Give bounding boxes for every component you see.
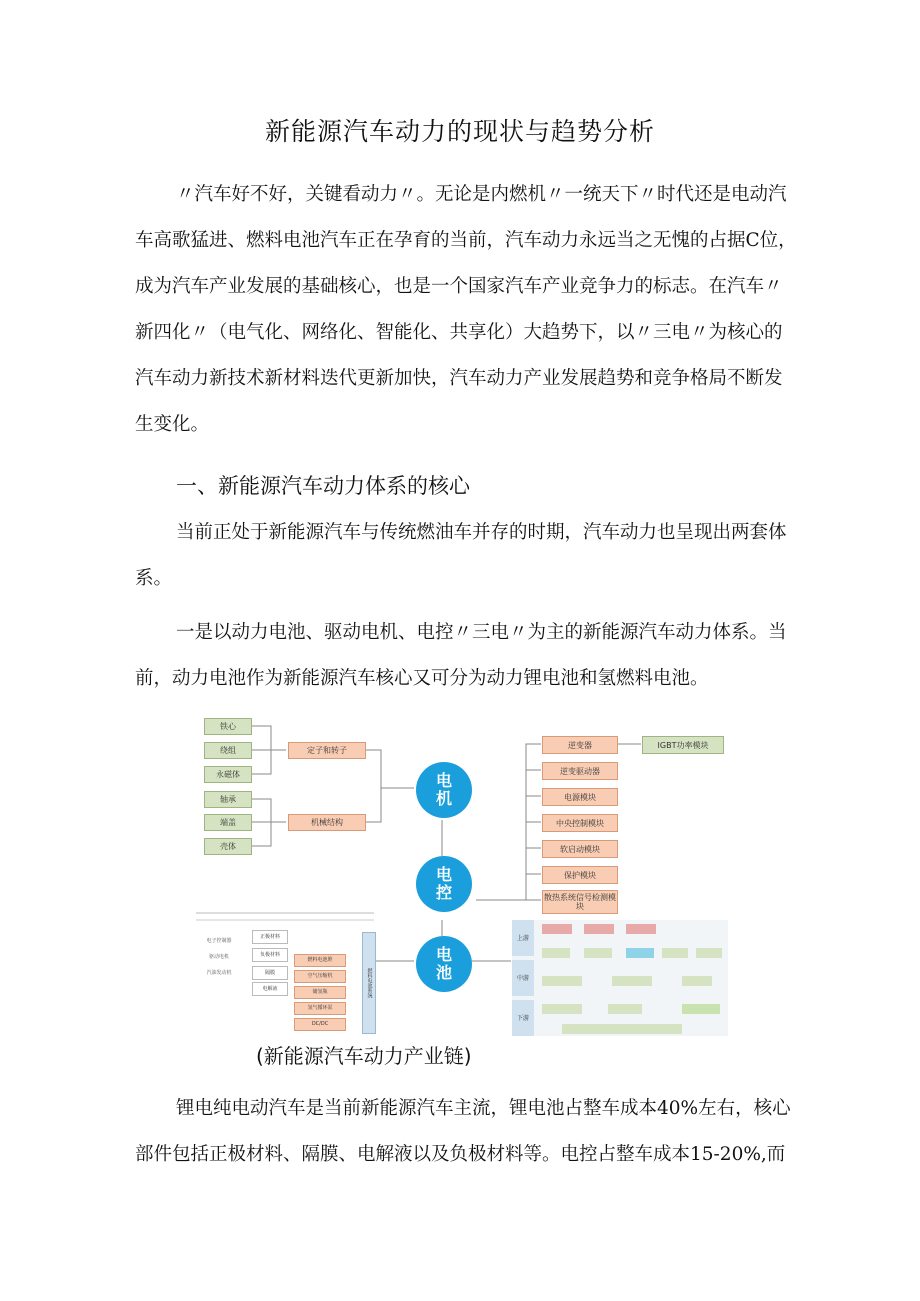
paragraph-line: 一是以动力电池、驱动电机、电控〃三电〃为主的新能源汽车动力体系。当 bbox=[176, 622, 787, 643]
battery-material-box: 正极材料 bbox=[252, 930, 288, 944]
chain-block bbox=[626, 924, 656, 934]
motor-part-box: 轴承 bbox=[204, 791, 252, 808]
battery-material-box: 负极材料 bbox=[252, 948, 288, 962]
fuel-cell-part-box: 空气压缩机 bbox=[294, 970, 346, 983]
intro-line: 车高歌猛进、燃料电池汽车正在孕育的当前，汽车动力永远当之无愧的占据C位， bbox=[135, 230, 797, 251]
paragraph-line: 锂电纯电动汽车是当前新能源汽车主流，锂电池占整车成本40%左右，核心 bbox=[176, 1098, 791, 1119]
motor-part-box: 壳体 bbox=[204, 838, 252, 855]
motor-part-box: 永磁体 bbox=[204, 766, 252, 783]
battery-hub-char: 电 bbox=[435, 945, 452, 964]
chain-block bbox=[682, 976, 712, 986]
motor-component-box: 机械结构 bbox=[288, 814, 366, 831]
section-heading: 一、新能源汽车动力体系的核心 bbox=[176, 474, 470, 498]
chain-stage-label: 中游 bbox=[512, 960, 534, 996]
paragraph-line: 当前正处于新能源汽车与传统燃油车并存的时期，汽车动力也呈现出两套体 bbox=[176, 522, 787, 543]
control-part-box: 保护模块 bbox=[542, 866, 618, 884]
fuel-cell-part-box: 燃料电池堆 bbox=[294, 954, 346, 967]
control-part-box: 中央控制模块 bbox=[542, 814, 618, 832]
intro-paragraph bbox=[135, 172, 795, 448]
chain-block bbox=[612, 976, 652, 986]
battery-material-box: 电解液 bbox=[252, 982, 288, 996]
chain-block bbox=[542, 948, 570, 958]
chain-block bbox=[542, 1004, 582, 1014]
intro-line: 〃汽车好不好，关键看动力〃。无论是内燃机〃一统天下〃时代还是电动汽 bbox=[176, 184, 787, 205]
chain-block bbox=[584, 924, 614, 934]
chain-block bbox=[584, 948, 612, 958]
battery-source-label: 驱动电机 bbox=[208, 953, 229, 960]
battery-source-label: 汽油发动机 bbox=[206, 969, 232, 976]
paragraph-line: 前，动力电池作为新能源汽车核心又可分为动力锂电池和氢燃料电池。 bbox=[135, 668, 709, 689]
motor-component-box: 定子和转子 bbox=[288, 742, 366, 759]
motor-hub-char: 机 bbox=[435, 789, 452, 808]
motor-part-box: 绕组 bbox=[204, 742, 252, 759]
battery-hub-char: 池 bbox=[435, 963, 452, 982]
control-part-box: 散热系统信号检测模块 bbox=[542, 890, 618, 914]
page-title: 新能源汽车动力的现状与趋势分析 bbox=[264, 117, 655, 146]
section-paragraph-2 bbox=[135, 610, 795, 702]
fuel-cell-part-box: 氢气循环泵 bbox=[294, 1002, 346, 1015]
fuel-cell-system-bar: 燃料电池系统 bbox=[362, 932, 376, 1034]
chain-block bbox=[626, 948, 654, 958]
chain-block bbox=[696, 948, 722, 958]
intro-line: 生变化。 bbox=[135, 414, 210, 435]
intro-line: 汽车动力新技术新材料迭代更新加快，汽车动力产业发展趋势和竞争格局不断发 bbox=[135, 368, 783, 389]
battery-material-box: 隔膜 bbox=[252, 966, 288, 980]
figure-caption: (新能源汽车动力产业链) bbox=[256, 1044, 472, 1068]
intro-line: 成为汽车产业发展的基础核心，也是一个国家汽车产业竞争力的标志。在汽车〃 bbox=[135, 276, 783, 297]
chain-stage-label: 上游 bbox=[512, 920, 534, 956]
control-part-box: 电源模块 bbox=[542, 788, 618, 806]
intro-line: 新四化〃（电气化、网络化、智能化、共享化）大趋势下，以〃三电〃为核心的 bbox=[135, 322, 783, 343]
battery-source-label: 电子控制器 bbox=[206, 937, 232, 944]
control-hub-char: 电 bbox=[435, 865, 452, 884]
control-part-box: 逆变器 bbox=[542, 736, 618, 754]
control-hub bbox=[416, 856, 472, 912]
motor-part-box: 端盖 bbox=[204, 814, 252, 831]
chain-block bbox=[542, 924, 572, 934]
igbt-box: IGBT功率模块 bbox=[642, 736, 724, 754]
fuel-cell-part-box: 储氢瓶 bbox=[294, 986, 346, 999]
industry-chain-diagram bbox=[196, 708, 732, 1038]
chain-block bbox=[682, 1004, 720, 1014]
chain-block bbox=[662, 948, 688, 958]
chain-block bbox=[542, 976, 582, 986]
section-paragraph-1 bbox=[135, 510, 795, 602]
motor-part-box: 铁心 bbox=[204, 718, 252, 735]
chain-block bbox=[562, 1024, 682, 1034]
section-paragraph-3 bbox=[135, 1086, 795, 1178]
fuel-cell-part-box: DC/DC bbox=[294, 1018, 346, 1031]
control-part-box: 逆变驱动器 bbox=[542, 762, 618, 780]
motor-hub bbox=[416, 762, 472, 818]
chain-block bbox=[608, 1004, 642, 1014]
chain-stage-label: 下游 bbox=[512, 1000, 534, 1036]
control-hub-char: 控 bbox=[435, 883, 452, 902]
control-part-box: 软启动模块 bbox=[542, 840, 618, 858]
battery-chain-panel bbox=[512, 920, 728, 1036]
motor-hub-char: 电 bbox=[435, 771, 452, 790]
paragraph-line: 系。 bbox=[135, 568, 173, 589]
paragraph-line: 部件包括正极材料、隔膜、电解液以及负极材料等。电控占整车成本15-20%,而 bbox=[135, 1144, 786, 1165]
battery-hub bbox=[416, 936, 472, 992]
